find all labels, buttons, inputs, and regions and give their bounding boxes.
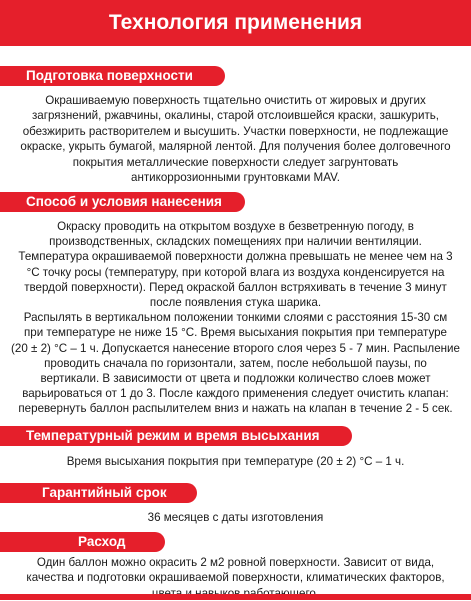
text-line: качества и подготовки окрашиваемой поверхности, климатических факторов, [26, 571, 445, 585]
text-line: варьироваться от 1 до 3. После каждого применения следует очистить клапан: [22, 387, 449, 401]
section-heading-surface-preparation: Подготовка поверхности [0, 66, 225, 86]
text-line: антикоррозионными грунтовками MAV. [131, 171, 340, 185]
section-heading-warranty: Гарантийный срок [0, 483, 197, 503]
section-text-surface-preparation [6, 93, 465, 185]
text-line: после появления стука шарика. [149, 296, 322, 310]
text-line: Окрашиваемую поверхность тщательно очистить от жировых и других [45, 94, 426, 107]
text-line: обезжирить растворителем и высушить. Участки поверхности, не подлежащие [22, 124, 449, 138]
text-line: перевернуть баллон распылителем вниз и нажать на клапан в течение 2 - 5 сек. [18, 402, 453, 416]
text-line: вертикали. В зависимости от цвета и подложки количество слоев может [40, 372, 431, 386]
page-title: Технология применения [0, 0, 471, 46]
text-line: проводить сначала по горизонтали, затем, после небольшой паузы, по [44, 356, 427, 370]
bottom-accent-bar [0, 594, 471, 600]
text-line: при температуре не ниже 15 °С. Время высыхания покрытия при температуре [23, 326, 448, 340]
section-text-warranty [6, 510, 465, 525]
text-line: (20 ± 2) °С – 1 ч. Допускается нанесение второго слоя через 5 - 7 мин. Распыление [11, 341, 460, 355]
text-line: Окраску проводить на открытом воздухе в безветренную погоду, в [57, 220, 414, 233]
section-heading-application-method: Способ и условия нанесения [0, 192, 245, 212]
text-line: твердой поверхности). Перед окраской баллон встряхивать в течение 3 минут [24, 280, 447, 294]
text-line: загрязнений, ржавчины, окалины, старой отслоившейся краски, зашкурить, [31, 109, 440, 123]
text-line: Температура окрашиваемой поверхности должна превышать не менее чем на 3 [18, 250, 453, 264]
text-line: 36 месяцев с даты изготовления [147, 511, 324, 524]
text-line: °С точку росы (температуру, при которой влага из воздуха конденсируется на [26, 265, 445, 279]
text-line: окраске, укрыть бумагой, малярной лентой. Для получения более долговечного [20, 140, 451, 154]
section-text-application-method [6, 219, 465, 417]
text-line: Время высыхания покрытия при температуре (20 ± 2) °С – 1 ч. [66, 455, 405, 468]
section-heading-temperature-drying: Температурный режим и время высыхания [0, 426, 352, 446]
text-line: покрытия металлические поверхности следует загрунтовать [72, 155, 399, 169]
text-line: производственных, складских помещениях при наличии вентиляции. [49, 235, 422, 249]
text-line: Распылять в вертикальном положении тонкими слоями с расстояния 15-30 см [23, 311, 448, 325]
text-line: Один баллон можно окрасить 2 м2 ровной поверхности. Зависит от вида, [36, 556, 435, 569]
section-text-temperature-drying [6, 454, 465, 469]
section-heading-consumption: Расход [0, 532, 165, 552]
